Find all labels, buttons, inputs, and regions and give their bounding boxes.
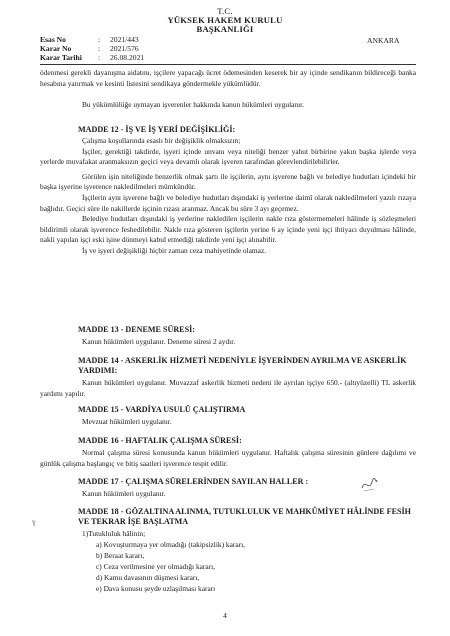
article-18-item-d: d) Kamu davasının düşmesi kararı, [96, 573, 200, 582]
paragraph: Görülen işin niteliğinde benzerlik olmak şartı ile işçilerin, aynı işverene bağlı ve belediye hudutları içindeki bir başka işyerine işverence nakledilmeleri mümkündür. [40, 171, 416, 192]
header-rule [40, 64, 416, 65]
meta-karar: Karar No : 2021/576 [40, 44, 139, 53]
paragraph: İş ve işyeri değişikliği hiçbir zaman ceza mahiyetinde olamaz. [82, 245, 267, 255]
article-14-body: Kanun hükümleri uygulanır. Muvazzaf askerlik hizmeti nedeni ile ayrılan işçiye 650.- (altıyüzelli) TL askerlik yardımı yapılır. [40, 378, 416, 398]
article-18-item-b: b) Beraat kararı, [96, 551, 145, 560]
article-13-body: Kanun hükümleri uygulanır. Deneme süresi 2 aydır. [82, 337, 236, 346]
article-16-title: MADDE 16 - HAFTALIK ÇALIŞMA SÜRESİ: [78, 436, 242, 445]
article-16-body: Normal çalışma süresi konusunda kanun hükümleri uygulanır. Haftalık çalışma süresinin günlere dağılımı ve günlük çalışma başlangıç ve bitiş saatleri işverence tespit edilir. [40, 448, 416, 468]
meta-label: Esas No [40, 35, 66, 44]
margin-mark: ɣ [32, 517, 36, 526]
intro-paragraph-2: Bu yükümlülüğe uymayan işverenler hakkında kanun hükümleri uygulanır. [82, 100, 305, 109]
article-14-title: MADDE 14 - ASKERLİK HİZMETİ NEDENİYLE İŞYERİNDEN AYRILMA VE ASKERLİK YARDIMI: [78, 356, 407, 376]
article-18-item-a: a) Kovuşturmaya yer olmadığı (takipsizlik) kararı, [96, 540, 245, 549]
article-18-title: MADDE 18 - GÖZALTINA ALINMA, TUTUKLULUK VE MAHKÛMİYET HÂLİNDE FESİH VE TEKRAR İŞE BAŞLATMA [78, 507, 411, 527]
article-18-sub1: 1)Tutukluluk hâlinin; [82, 529, 146, 538]
article-13-title: MADDE 13 - DENEME SÜRESİ: [78, 325, 195, 334]
meta-value: 26.08.2021 [110, 53, 145, 62]
header-dept: BAŞKANLIĞI [196, 24, 254, 34]
article-15-title: MADDE 15 - VARDİYA USULÜ ÇALIŞTIRMA [78, 405, 246, 414]
paragraph: İşçiler, gerektiği takdirde, işyeri içinde unvanı veya niteliği benzer yahut birbirine yakın başka işlerde veya yerlerde muvafakat aranmaksızın geçici veya devamlı olarak işveren tarafından görevlendirilebilirler. [40, 146, 416, 167]
paragraph: İşçilerin aynı işverene bağlı ve belediye hudutları dışındaki iş yerlerine daimî olarak nakledilmeleri yazılı rızaya bağlıdır. Geçici süre ile nakillerde işçinin rızası aranmaz. Ancak bu süre 3 ayı geçemez. [40, 192, 416, 213]
meta-value: 2021/443 [110, 35, 139, 44]
article-18-item-c: c) Ceza verilmesine yer olmadığı kararı, [96, 562, 216, 571]
article-12-body [40, 136, 416, 257]
article-17-body: Kanun hükümleri uygulanır. [82, 489, 166, 498]
intro-paragraph: ödenmesi gerekli dayanışma aidatını, işçilere yapacağı ücret ödemesinden keserek bir ay içinde sendikanın bildireceği banka hesabına yatırmak ve kesinti listesini sendikaya göndermekle yükümlüdür. [40, 68, 416, 88]
meta-esas: Esas No : 2021/443 [40, 35, 139, 44]
page-number: 4 [223, 611, 227, 620]
signature-scribble-icon [360, 476, 378, 494]
meta-tarih: Karar Tarihi : 26.08.2021 [40, 53, 145, 62]
article-17-title: MADDE 17 - ÇALIŞMA SÜRELERİNDEN SAYILAN HALLER : [78, 477, 309, 486]
article-15-body: Mevzuat hükümleri uygulanır. [82, 417, 172, 426]
header-city: ANKARA [367, 36, 400, 45]
article-18-item-e: e) Dava konusu şeyde uzlaşılması kararı [96, 584, 216, 593]
meta-value: 2021/576 [110, 44, 139, 53]
paragraph: Belediye hudutları dışındaki iş yerlerine nakledilen işçilerin nakle rıza göstermemeleri hâlinde iş sözleşmeleri bildirimli olarak işverence feshedilebilir. Nakle rıza gösteren işçilerin yerine 6 ay içinde yeni işçi ihtiyacı duyulması hâlinde, nakli yapılan işçi eski işine dönmeyi kabul etmediği takdirde yeni işçi alınabilir. [40, 214, 416, 245]
article-12-title: MADDE 12 - İŞ VE İŞ YERİ DEĞİŞİKLİĞİ: [78, 125, 236, 134]
meta-label: Karar No [40, 44, 72, 53]
paragraph: Çalışma koşullarında esaslı bir değişiklik olmaksızın; [82, 136, 241, 145]
header-tc: T.C. [217, 6, 233, 16]
header-org: YÜKSEK HAKEM KURULU [167, 15, 283, 25]
meta-label: Karar Tarihi [40, 53, 82, 62]
